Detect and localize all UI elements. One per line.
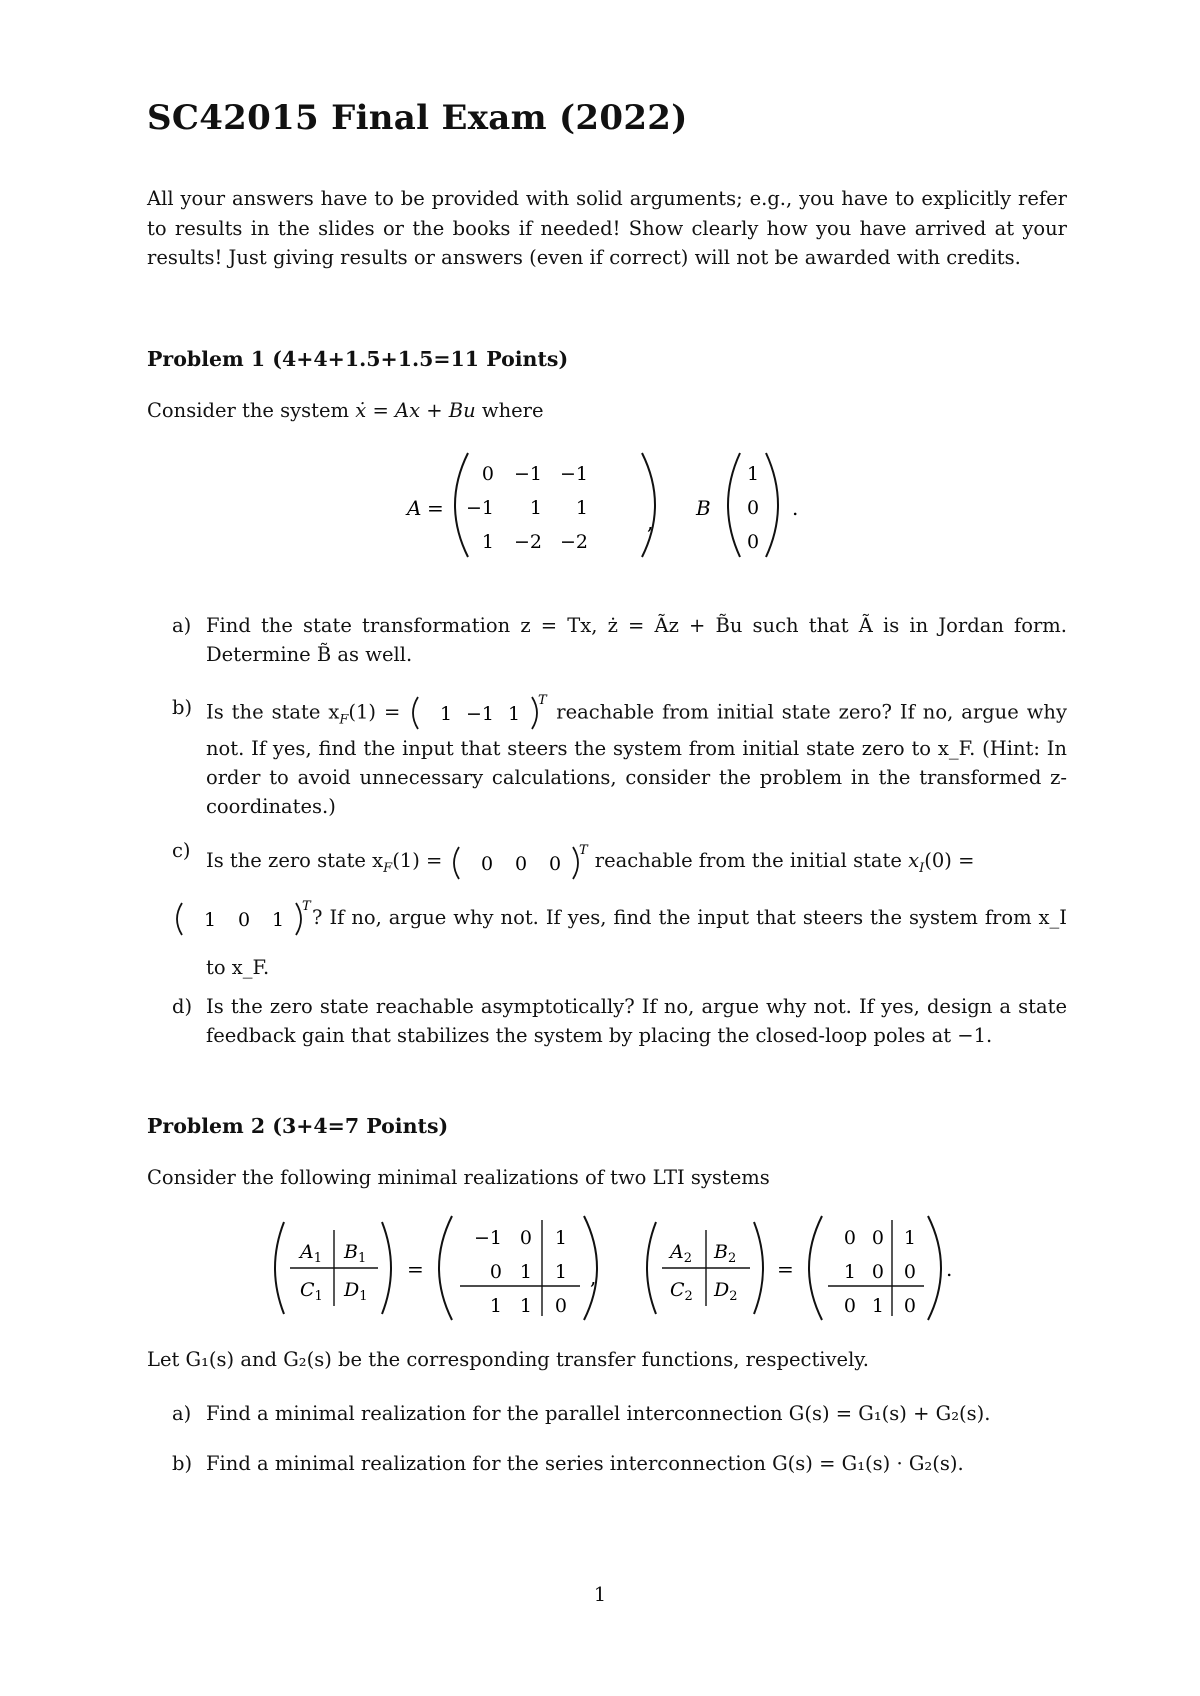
problem-1-heading: Problem 1 (4+4+1.5+1.5=11 Points) [147,347,569,371]
system-1-entry-0-1: 0 [519,1227,532,1249]
matrix-A-entry-1-2: 1 [575,497,588,519]
problem-2-heading: Problem 2 (3+4=7 Points) [147,1114,449,1138]
matrix-B-label: B [696,496,711,520]
matrix-A-entry-2-1: −2 [513,531,542,553]
system-2-entry-0-1: 0 [871,1227,884,1249]
problem-1-intro: Consider the system ẋ = Ax + Bu where [147,399,544,422]
system-2-entry-0-2: 1 [903,1227,916,1249]
matrix-A-entry-0-1: −1 [513,463,542,485]
matrix-B-left-paren [728,453,740,557]
B1-label: $B_1$ [344,1241,367,1266]
A2-label: $A_2$ [670,1241,693,1266]
matrix-A-label: A [407,496,422,520]
system-2-entry-2-2: 0 [903,1295,916,1317]
svg-text:1: 1 [203,909,217,932]
B2-label: $B_2$ [714,1241,737,1266]
matrix-B-entry-1: 0 [746,497,760,519]
svg-text:T: T [302,899,311,915]
system-1-entry-0-2: 1 [554,1227,567,1249]
system-2-entry-0-0: 0 [843,1227,856,1249]
svg-text:T: T [578,842,588,858]
system-equation: ẋ = Ax + Bu [355,399,476,422]
svg-text:,: , [647,510,654,534]
matrix-A-entry-0-2: −1 [559,463,588,485]
system-2-entry-2-1: 1 [871,1295,884,1317]
svg-text:=: = [407,1257,424,1281]
C1-label: $C_1$ [300,1279,323,1304]
problem-2-let-text: Let G₁(s) and G₂(s) be the corresponding transfer functions, respectively. [147,1348,869,1371]
vec-b-entry-2: 1 [508,703,521,725]
svg-text:T: T [538,693,547,708]
svg-text:1: 1 [271,909,285,932]
problem-2-intro: Consider the following minimal realizations of two LTI systems [147,1166,770,1189]
problem-1-item-d: d) Is the zero state reachable asymptotically? If no, argue why not. If yes, design a state feedback gain that stabilizes the system by placing the closed-loop poles at −1. [172,995,1067,1047]
system-2-entry-1-1: 0 [871,1261,884,1283]
problem-2-item-a: a) Find a minimal realization for the parallel interconnection G(s) = G₁(s) + G₂(s). [172,1402,991,1425]
system-1-entry-1-2: 1 [554,1261,567,1283]
matrix-A-entry-0-0: 0 [481,463,494,485]
system-1-entry-2-0: 1 [489,1295,502,1317]
svg-text:0: 0 [480,852,493,875]
matrix-B-entry-2: 0 [746,531,760,553]
svg-text:.: . [792,496,799,520]
realizations-equation [262,1208,962,1328]
initial-state-vector [172,894,312,943]
system-2-entry-2-0: 0 [843,1295,856,1317]
target-state-vector [408,693,548,733]
problem-1-item-a: a) Find the state transformation z = Tx, ż = Ãz + B̃u such that Ã is in Jordan form. Determine B̃ as well. [172,614,1067,666]
system-2-entry-1-2: 0 [903,1261,916,1283]
C2-label: $C_2$ [670,1279,693,1304]
instructions-paragraph: All your answers have to be provided with solid arguments; e.g., you have to explicitly refer to results in the slides or the books if needed! Show clearly how you have arrived at your results! Just giving results or answers (even if correct) will not be awarded with credits. [147,187,1067,269]
svg-text:0: 0 [514,852,527,875]
problem-1-item-b: b) Is the state $x_F(1)$ = 1 −1 1 T reachable from initial state zero? If no, argue why not. If yes, find the input that steers the system from initial state zero to x_F. (Hint: In order to avoid unnecessary calculations, consider the problem in the transformed z-coordinates.) [172,693,1067,819]
svg-text:,: , [590,1265,597,1289]
svg-text:.: . [946,1257,953,1281]
system-2-entry-1-0: 1 [843,1261,856,1283]
system-2-matrix [844,1227,916,1317]
page-title: SC42015 Final Exam (2022) [147,98,688,138]
matrix-A-entry-1-1: 1 [529,497,542,519]
system-1-entry-0-0: −1 [473,1227,502,1249]
page-number: 1 [593,1583,607,1606]
matrix-A-right-paren [642,453,655,557]
matrix-B [747,463,759,553]
zero-state-vector [449,837,589,886]
matrix-B-entry-0: 1 [746,463,760,485]
system-1-entry-1-0: 0 [489,1261,502,1283]
problem-1-item-c: c) Is the zero state $x_F(1)$ = 0 0 0 T reachable from the initial state $x_I(0)$ = 1 0 1 T ? If no, argue why not. If yes, find the input that steers the system from x_I to x_F. [172,839,1068,979]
svg-text:=: = [427,496,444,520]
matrix-A-entry-2-2: −2 [559,531,588,553]
matrix-B-right-paren [766,453,778,557]
matrix-A [466,463,588,553]
svg-text:0: 0 [548,852,561,875]
system-1-entry-1-1: 1 [519,1261,532,1283]
matrix-A-entry-1-0: −1 [465,497,494,519]
D2-label: $D_2$ [714,1279,738,1304]
system-1-matrix [474,1227,567,1317]
D1-label: $D_1$ [344,1279,368,1304]
svg-text:0: 0 [237,909,251,932]
matrix-A-entry-2-0: 1 [481,531,494,553]
problem-2-item-b: b) Find a minimal realization for the series interconnection G(s) = G₁(s) · G₂(s). [172,1452,964,1475]
A1-label: $A_1$ [300,1241,323,1266]
svg-text:=: = [777,1257,794,1281]
matrix-equation-A-B [390,445,810,565]
system-1-entry-2-1: 1 [519,1295,532,1317]
system-1-entry-2-2: 0 [554,1295,567,1317]
vec-b-entry-1: −1 [466,703,495,725]
vec-b-entry-0: 1 [440,703,453,725]
